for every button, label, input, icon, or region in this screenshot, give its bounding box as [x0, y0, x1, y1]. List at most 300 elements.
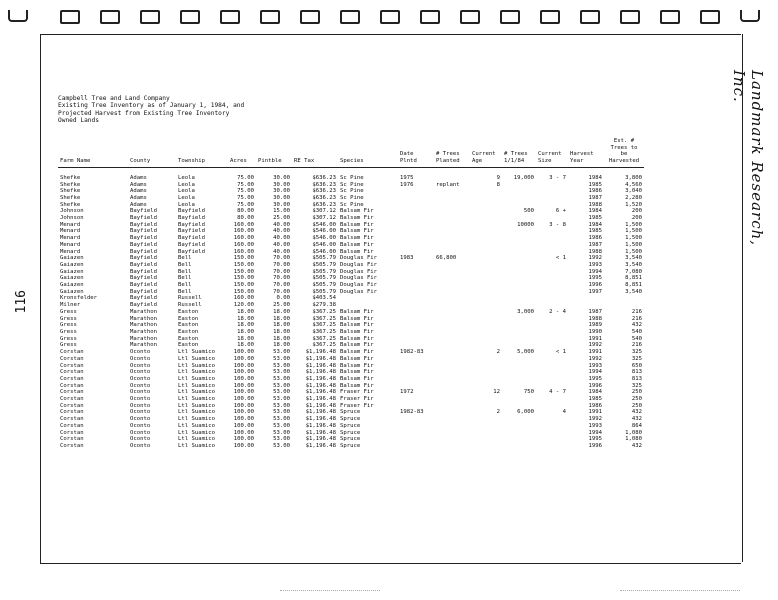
- cell-species: Balsam Fir: [340, 248, 374, 255]
- cell-trees-planted: [434, 436, 470, 443]
- cell-date-planted: [398, 202, 434, 209]
- cell-current-age: [470, 443, 502, 450]
- binder-ring-icon: [8, 10, 28, 22]
- table-header-row: [58, 138, 644, 165]
- cell-county: Marathon: [130, 342, 157, 349]
- cell-harvest-year: 1984: [588, 208, 602, 215]
- table-row: [58, 195, 644, 202]
- cell-trees-1-1-84: [502, 342, 536, 349]
- cell-acres: 75.00: [237, 181, 254, 188]
- cell-species: Balsam Fir: [340, 235, 374, 242]
- cell-county: Bayfield: [130, 255, 157, 262]
- table-row: [58, 188, 644, 195]
- cell-est-harvested: 250: [631, 389, 642, 396]
- cell-trees-planted: [434, 249, 470, 256]
- cell-pintble: 53.00: [273, 409, 290, 416]
- cell-est-harvested: 216: [631, 342, 642, 349]
- col-header-township: Township: [178, 158, 205, 165]
- col-header-acres: Acres: [230, 158, 247, 165]
- cell-township: Bayfield: [178, 228, 205, 235]
- cell-acres: 18.00: [237, 335, 254, 342]
- cell-farm-name: Johnson: [60, 208, 84, 215]
- cell-est-harvested: 864: [631, 422, 642, 429]
- cell-acres: 100.00: [233, 369, 254, 376]
- cell-species: Balsam Fir: [340, 215, 374, 222]
- cell-date-planted: [398, 282, 434, 289]
- cell-acres: 100.00: [233, 409, 254, 416]
- cell-species: Spruce: [340, 442, 361, 449]
- cell-re-tax: $1,196.48: [305, 355, 336, 362]
- table-row: [58, 342, 644, 349]
- cell-est-harvested: 3,800: [625, 174, 642, 181]
- cell-farm-name: Corstan: [60, 416, 84, 423]
- cell-trees-1-1-84: [502, 255, 536, 262]
- cell-harvest-year: 1986: [588, 235, 602, 242]
- cell-county: Bayfield: [130, 228, 157, 235]
- cell-farm-name: Corstan: [60, 442, 84, 449]
- cell-township: Bayfield: [178, 208, 205, 215]
- bottom-scan-artifact: [620, 590, 740, 591]
- cell-township: Bell: [178, 275, 192, 282]
- cell-re-tax: $1,196.48: [305, 375, 336, 382]
- cell-farm-name: Gress: [60, 328, 77, 335]
- cell-trees-1-1-84: [502, 403, 536, 410]
- cell-pintble: 53.00: [273, 442, 290, 449]
- cell-re-tax: $636.23: [312, 174, 336, 181]
- cell-county: Oconto: [130, 349, 151, 356]
- cell-species: Balsam Fir: [340, 322, 374, 329]
- cell-date-planted: 1982-83: [400, 349, 424, 356]
- cell-acres: 160.00: [233, 295, 254, 302]
- cell-date-planted: [398, 222, 434, 229]
- cell-trees-planted: 66,800: [436, 255, 457, 262]
- cell-trees-planted: [434, 389, 470, 396]
- cell-current-age: [470, 309, 502, 316]
- col-header-species: Species: [340, 158, 364, 165]
- cell-current-age: [470, 369, 502, 376]
- cell-current-age: [470, 262, 502, 269]
- cell-species: Sc Pine: [340, 201, 364, 208]
- cell-species: Fraser Fir: [340, 396, 374, 403]
- table-row: [58, 403, 644, 410]
- cell-current-age: [470, 342, 502, 349]
- cell-trees-planted: [434, 443, 470, 450]
- cell-pintble: 70.00: [273, 255, 290, 262]
- cell-current-size: [536, 275, 568, 282]
- cell-current-size: [536, 443, 568, 450]
- cell-species: Balsam Fir: [340, 221, 374, 228]
- cell-species: [338, 295, 398, 302]
- cell-species: Douglas Fir: [340, 282, 378, 289]
- cell-date-planted: [398, 242, 434, 249]
- table-row: [58, 269, 644, 276]
- page-number: 116: [14, 290, 29, 314]
- table-row: [58, 202, 644, 209]
- cell-est-harvested: 3,540: [625, 255, 642, 262]
- cell-current-size: [536, 430, 568, 437]
- binder-ring-icon: [220, 10, 240, 24]
- cell-re-tax: $546.00: [312, 241, 336, 248]
- cell-current-size: [536, 356, 568, 363]
- cell-township: Leola: [178, 194, 195, 201]
- table-row: [58, 228, 644, 235]
- table-row: [58, 329, 644, 336]
- cell-species: Douglas Fir: [340, 288, 378, 295]
- cell-current-age: [470, 275, 502, 282]
- cell-current-age: 2: [496, 349, 500, 356]
- cell-current-age: [470, 316, 502, 323]
- cell-trees-planted: [434, 275, 470, 282]
- cell-harvest-year: 1993: [588, 422, 602, 429]
- cell-current-age: [470, 242, 502, 249]
- cell-current-size: [536, 302, 568, 309]
- cell-current-size: [536, 228, 568, 235]
- cell-pintble: 18.00: [273, 315, 290, 322]
- cell-current-age: [470, 295, 502, 302]
- cell-county: Marathon: [130, 322, 157, 329]
- cell-pintble: 30.00: [273, 201, 290, 208]
- cell-re-tax: $546.00: [312, 221, 336, 228]
- cell-current-size: [536, 363, 568, 370]
- cell-county: Oconto: [130, 442, 151, 449]
- cell-harvest-year: 1984: [588, 174, 602, 181]
- cell-township: Easton: [178, 328, 199, 335]
- cell-re-tax: $1,196.48: [305, 382, 336, 389]
- cell-acres: 160.00: [233, 248, 254, 255]
- cell-trees-1-1-84: [502, 436, 536, 443]
- cell-current-size: [536, 329, 568, 336]
- col-header-current-size: Current Size: [538, 151, 562, 165]
- cell-current-age: [470, 302, 502, 309]
- table-row: [58, 282, 644, 289]
- binder-ring-icon: [140, 10, 160, 24]
- cell-harvest-year: 1993: [588, 362, 602, 369]
- cell-harvest-year: 1986: [588, 188, 602, 195]
- table-row: [58, 182, 644, 189]
- cell-pintble: 70.00: [273, 288, 290, 295]
- cell-species: Douglas Fir: [340, 261, 378, 268]
- cell-re-tax: $505.79: [312, 275, 336, 282]
- cell-species: Balsam Fir: [340, 362, 374, 369]
- cell-trees-planted: [434, 289, 470, 296]
- cell-farm-name: Menard: [60, 221, 81, 228]
- cell-est-harvested: 1,500: [625, 241, 642, 248]
- cell-pintble: 40.00: [273, 241, 290, 248]
- cell-trees-planted: [434, 242, 470, 249]
- cell-township: Ltl Suamico: [178, 396, 216, 403]
- cell-current-size: [536, 289, 568, 296]
- cell-county: Oconto: [130, 355, 151, 362]
- col-header-county: County: [130, 158, 151, 165]
- cell-current-age: [470, 336, 502, 343]
- cell-trees-planted: [434, 376, 470, 383]
- table-row: [58, 369, 644, 376]
- cell-current-size: [536, 369, 568, 376]
- cell-est-harvested: [604, 295, 644, 302]
- binder-ring-icon: [740, 10, 760, 22]
- cell-harvest-year: 1994: [588, 369, 602, 376]
- cell-township: Bell: [178, 282, 192, 289]
- cell-re-tax: $546.00: [312, 228, 336, 235]
- cell-trees-planted: [434, 309, 470, 316]
- cell-species: Spruce: [340, 436, 361, 443]
- cell-trees-planted: [434, 195, 470, 202]
- cell-date-planted: [398, 396, 434, 403]
- table-row: [58, 262, 644, 269]
- cell-pintble: 30.00: [273, 188, 290, 195]
- cell-harvest-year: [568, 295, 604, 302]
- binder-ring-icon: [340, 10, 360, 24]
- cell-date-planted: [398, 262, 434, 269]
- cell-est-harvested: 2,280: [625, 194, 642, 201]
- cell-current-age: [470, 228, 502, 235]
- cell-farm-name: Corstan: [60, 362, 84, 369]
- cell-farm-name: Milner: [60, 302, 81, 309]
- cell-est-harvested: 1,500: [625, 248, 642, 255]
- cell-date-planted: [398, 235, 434, 242]
- cell-farm-name: Menard: [60, 241, 81, 248]
- cell-acres: 18.00: [237, 315, 254, 322]
- cell-current-age: 12: [493, 389, 500, 396]
- cell-current-size: [536, 235, 568, 242]
- side-brand-logo: Landmark Research, Inc.: [730, 70, 766, 247]
- cell-species: Sc Pine: [340, 188, 364, 195]
- cell-trees-planted: [434, 423, 470, 430]
- cell-current-age: [470, 322, 502, 329]
- cell-county: Oconto: [130, 429, 151, 436]
- cell-township: Bayfield: [178, 235, 205, 242]
- cell-township: Ltl Suamico: [178, 362, 216, 369]
- cell-township: Ltl Suamico: [178, 375, 216, 382]
- cell-trees-1-1-84: [502, 182, 536, 189]
- cell-county: Oconto: [130, 422, 151, 429]
- cell-trees-1-1-84: [502, 195, 536, 202]
- cell-pintble: 53.00: [273, 362, 290, 369]
- cell-trees-1-1-84: 5,000: [517, 349, 534, 356]
- cell-current-age: [470, 289, 502, 296]
- cell-farm-name: Corstan: [60, 396, 84, 403]
- cell-acres: 160.00: [233, 235, 254, 242]
- cell-current-size: [536, 342, 568, 349]
- cell-est-harvested: 325: [631, 355, 642, 362]
- binder-ring-icon: [660, 10, 680, 24]
- table-row: [58, 275, 644, 282]
- table-row: [58, 416, 644, 423]
- cell-re-tax: $1,196.48: [305, 422, 336, 429]
- cell-township: Easton: [178, 322, 199, 329]
- cell-township: Ltl Suamico: [178, 382, 216, 389]
- cell-current-size: 2 - 4: [549, 308, 566, 315]
- cell-township: Leola: [178, 188, 195, 195]
- cell-county: Oconto: [130, 382, 151, 389]
- cell-acres: 100.00: [233, 349, 254, 356]
- cell-trees-1-1-84: [502, 302, 536, 309]
- cell-re-tax: $403.54: [312, 295, 336, 302]
- cell-trees-planted: [434, 336, 470, 343]
- cell-est-harvested: 1,520: [625, 201, 642, 208]
- cell-pintble: 30.00: [273, 174, 290, 181]
- cell-county: Bayfield: [130, 275, 157, 282]
- cell-farm-name: Corstan: [60, 382, 84, 389]
- cell-trees-planted: [434, 175, 470, 182]
- cell-re-tax: $1,196.48: [305, 362, 336, 369]
- cell-current-size: [536, 269, 568, 276]
- cell-est-harvested: 540: [631, 335, 642, 342]
- cell-pintble: 70.00: [273, 282, 290, 289]
- cell-species: Fraser Fir: [340, 389, 374, 396]
- binder-ring-icon: [300, 10, 320, 24]
- cell-species: Douglas Fir: [340, 268, 378, 275]
- cell-harvest-year: 1996: [588, 442, 602, 449]
- cell-harvest-year: 1992: [588, 416, 602, 423]
- cell-species: Douglas Fir: [340, 255, 378, 262]
- cell-current-size: < 1: [555, 255, 566, 262]
- cell-county: Bayfield: [130, 282, 157, 289]
- cell-county: Oconto: [130, 389, 151, 396]
- col-header-harvest-year: Harvest Year: [570, 151, 594, 165]
- cell-county: Oconto: [130, 409, 151, 416]
- cell-re-tax: $505.79: [312, 261, 336, 268]
- cell-county: Adams: [130, 174, 147, 181]
- cell-current-age: [470, 423, 502, 430]
- cell-trees-1-1-84: [502, 443, 536, 450]
- cell-acres: 80.00: [237, 215, 254, 222]
- cell-farm-name: Gress: [60, 322, 77, 329]
- cell-est-harvested: 216: [631, 315, 642, 322]
- cell-current-age: 2: [496, 409, 500, 416]
- table-row: [58, 409, 644, 416]
- cell-current-age: [470, 416, 502, 423]
- cell-date-planted: [398, 275, 434, 282]
- cell-current-size: [536, 423, 568, 430]
- cell-species: Sc Pine: [340, 194, 364, 201]
- binder-rings: [0, 6, 778, 28]
- cell-re-tax: $505.79: [312, 282, 336, 289]
- table-row: [58, 389, 644, 396]
- cell-species: Balsam Fir: [340, 308, 374, 315]
- cell-trees-planted: [434, 235, 470, 242]
- cell-trees-1-1-84: [502, 228, 536, 235]
- cell-species: Balsam Fir: [340, 315, 374, 322]
- cell-harvest-year: 1996: [588, 282, 602, 289]
- cell-trees-planted: [434, 356, 470, 363]
- cell-re-tax: $546.00: [312, 248, 336, 255]
- cell-pintble: 53.00: [273, 436, 290, 443]
- cell-county: Oconto: [130, 362, 151, 369]
- cell-township: Bell: [178, 255, 192, 262]
- cell-date-planted: [398, 228, 434, 235]
- cell-farm-name: Kronsfelder: [60, 295, 98, 302]
- table-row: [58, 336, 644, 343]
- cell-township: Ltl Suamico: [178, 422, 216, 429]
- cell-re-tax: $367.25: [312, 335, 336, 342]
- cell-harvest-year: 1995: [588, 436, 602, 443]
- table-row: [58, 215, 644, 222]
- cell-re-tax: $505.79: [312, 288, 336, 295]
- cell-harvest-year: 1988: [588, 201, 602, 208]
- cell-trees-1-1-84: [502, 275, 536, 282]
- cell-current-size: [536, 215, 568, 222]
- cell-re-tax: $1,196.48: [305, 396, 336, 403]
- cell-current-size: [536, 322, 568, 329]
- cell-re-tax: $1,196.48: [305, 369, 336, 376]
- cell-township: Bayfield: [178, 248, 205, 255]
- cell-farm-name: Corstan: [60, 389, 84, 396]
- cell-trees-planted: [434, 295, 470, 302]
- table-row: [58, 242, 644, 249]
- cell-re-tax: $367.25: [312, 328, 336, 335]
- cell-current-size: [536, 195, 568, 202]
- cell-trees-1-1-84: [502, 295, 536, 302]
- table-row: [58, 302, 644, 309]
- cell-township: Bell: [178, 268, 192, 275]
- cell-acres: 75.00: [237, 194, 254, 201]
- cell-re-tax: $1,196.48: [305, 409, 336, 416]
- cell-current-age: [470, 376, 502, 383]
- cell-current-size: [536, 295, 568, 302]
- cell-trees-planted: [434, 409, 470, 416]
- cell-re-tax: $367.25: [312, 342, 336, 349]
- cell-species: [338, 302, 398, 309]
- cell-est-harvested: 813: [631, 375, 642, 382]
- cell-acres: 150.00: [233, 261, 254, 268]
- table-row: [58, 175, 644, 182]
- table-row: [58, 235, 644, 242]
- cell-county: Oconto: [130, 375, 151, 382]
- cell-trees-1-1-84: [502, 289, 536, 296]
- cell-county: Oconto: [130, 436, 151, 443]
- table-row: [58, 289, 644, 296]
- cell-acres: 75.00: [237, 188, 254, 195]
- cell-date-planted: [398, 336, 434, 343]
- table-row: [58, 222, 644, 229]
- cell-pintble: 18.00: [273, 322, 290, 329]
- binder-ring-icon: [700, 10, 720, 24]
- cell-pintble: 53.00: [273, 402, 290, 409]
- cell-county: Adams: [130, 194, 147, 201]
- cell-species: Sc Pine: [340, 181, 364, 188]
- cell-date-planted: [398, 369, 434, 376]
- cell-township: Bell: [178, 261, 192, 268]
- cell-farm-name: Menard: [60, 228, 81, 235]
- cell-trees-planted: [434, 208, 470, 215]
- cell-trees-1-1-84: [502, 423, 536, 430]
- cell-re-tax: $1,196.48: [305, 429, 336, 436]
- cell-county: Bayfield: [130, 235, 157, 242]
- cell-species: Balsam Fir: [340, 369, 374, 376]
- cell-current-age: [470, 356, 502, 363]
- cell-trees-1-1-84: 6,000: [517, 409, 534, 416]
- cell-current-age: [470, 222, 502, 229]
- cell-re-tax: $1,196.48: [305, 416, 336, 423]
- cell-est-harvested: 325: [631, 349, 642, 356]
- cell-current-size: [536, 316, 568, 323]
- cell-farm-name: Menard: [60, 248, 81, 255]
- cell-farm-name: Corstan: [60, 436, 84, 443]
- cell-acres: 120.00: [233, 302, 254, 309]
- cell-farm-name: Gress: [60, 342, 77, 349]
- binder-ring-icon: [580, 10, 600, 24]
- cell-trees-1-1-84: [502, 430, 536, 437]
- cell-est-harvested: 250: [631, 402, 642, 409]
- cell-date-planted: [398, 188, 434, 195]
- cell-current-age: 9: [496, 174, 500, 181]
- cell-pintble: 53.00: [273, 375, 290, 382]
- cell-current-size: [536, 383, 568, 390]
- cell-county: Adams: [130, 201, 147, 208]
- title-line: Owned Lands: [58, 117, 99, 125]
- cell-acres: 150.00: [233, 275, 254, 282]
